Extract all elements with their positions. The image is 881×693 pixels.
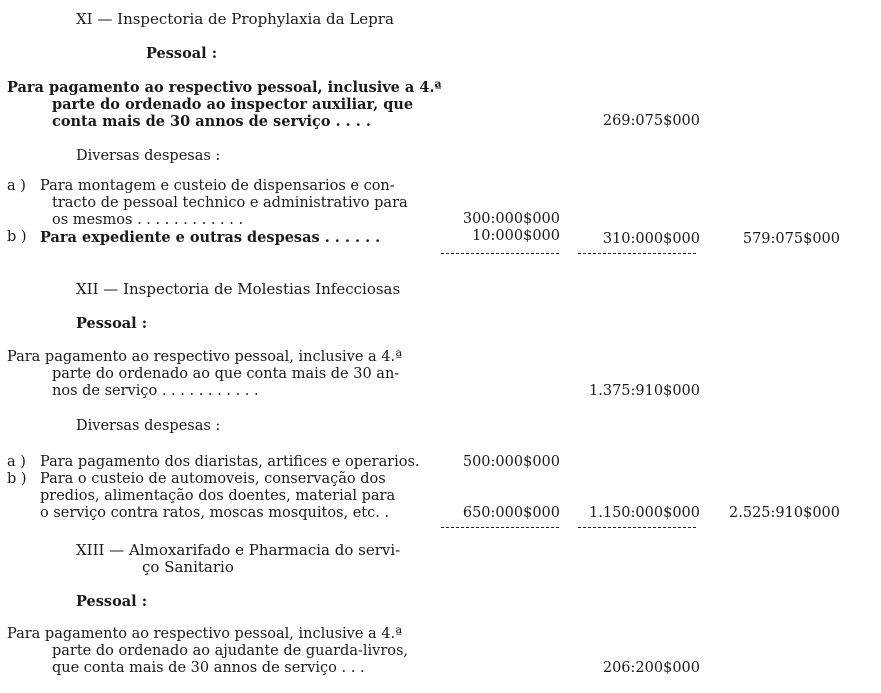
section-xi-rule-2 xyxy=(578,253,696,254)
section-xi-a-line-1: Para montagem e custeio de dispensarios e con- xyxy=(40,178,395,194)
section-xii-a-value: 500:000$000 xyxy=(462,454,560,470)
section-xiii-pessoal-line-2: parte do ordenado ao ajudante de guarda-livros, xyxy=(52,643,409,659)
section-xiii-pessoal-line-1: Para pagamento ao respectivo pessoal, inclusive a 4.ª xyxy=(7,626,403,642)
section-xi-a-line-2: tracto de pessoal technico e administrativo para xyxy=(52,195,408,211)
section-xii-pessoal-value: 1.375:910$000 xyxy=(589,383,700,399)
section-xii-subtotal: 1.150:000$000 xyxy=(589,505,700,521)
section-xii-pessoal-line-2: parte do ordenado ao que conta mais de 30 an- xyxy=(52,366,400,382)
section-xii-pessoal-line-3: nos de serviço . . . . . . . . . . . xyxy=(52,383,259,399)
section-xi-title: XI — Inspectoria de Prophylaxia da Lepra xyxy=(76,10,394,28)
section-xii-total: 2.525:910$000 xyxy=(729,505,840,521)
section-xii-title: XII — Inspectoria de Molestias Infecciosas xyxy=(76,280,401,298)
section-xi-rule-1 xyxy=(441,253,559,254)
section-xi-b-line: Para expediente e outras despesas . . . . . . xyxy=(40,229,381,246)
section-xi-subtotal: 310:000$000 xyxy=(602,231,700,247)
section-xii-a-line: Para pagamento dos diaristas, artifices e operarios. xyxy=(40,454,420,470)
section-xi-pessoal-heading: Pessoal : xyxy=(146,45,218,62)
section-xii-b-line-1: Para o custeio de automoveis, conservação dos xyxy=(40,471,386,487)
section-xiii-pessoal-line-3: que conta mais de 30 annos de serviço . . . xyxy=(52,660,365,676)
section-xi-a-line-3: os mesmos . . . . . . . . . . . . xyxy=(52,212,244,228)
section-xii-pessoal-heading: Pessoal : xyxy=(76,315,148,332)
section-xii-rule-1 xyxy=(441,527,559,528)
section-xiii-pessoal-value: 206:200$000 xyxy=(602,660,700,676)
section-xi-pessoal-line-1: Para pagamento ao respectivo pessoal, inclusive a 4.ª xyxy=(7,79,442,96)
section-xii-b-label: b ) xyxy=(7,471,27,487)
section-xii-b-line-2: predios, alimentação dos doentes, material para xyxy=(40,488,396,504)
section-xi-pessoal-value: 269:075$000 xyxy=(602,113,700,129)
section-xii-rule-2 xyxy=(578,527,696,528)
section-xii-a-label: a ) xyxy=(7,454,26,470)
section-xi-b-value: 10:000$000 xyxy=(472,228,560,244)
section-xi-b-label: b ) xyxy=(7,229,27,245)
section-xiii-pessoal-heading: Pessoal : xyxy=(76,593,148,610)
section-xii-diversas-heading: Diversas despesas : xyxy=(76,418,221,434)
section-xi-diversas-heading: Diversas despesas : xyxy=(76,148,221,164)
section-xiii-title-line-2: ço Sanitario xyxy=(142,558,234,576)
section-xii-pessoal-line-1: Para pagamento ao respectivo pessoal, inclusive a 4.ª xyxy=(7,349,403,365)
section-xi-pessoal-line-3: conta mais de 30 annos de serviço . . . . xyxy=(52,113,371,130)
section-xi-pessoal-line-2: parte do ordenado ao inspector auxiliar, que xyxy=(52,96,414,113)
section-xiii-title-line-1: XIII — Almoxarifado e Pharmacia do servi- xyxy=(76,541,401,559)
section-xii-b-value: 650:000$000 xyxy=(462,505,560,521)
section-xi-a-value: 300:000$000 xyxy=(462,211,560,227)
section-xi-a-label: a ) xyxy=(7,178,26,194)
section-xii-b-line-3: o serviço contra ratos, moscas mosquitos, etc. . xyxy=(40,505,390,521)
section-xi-total: 579:075$000 xyxy=(742,231,840,247)
